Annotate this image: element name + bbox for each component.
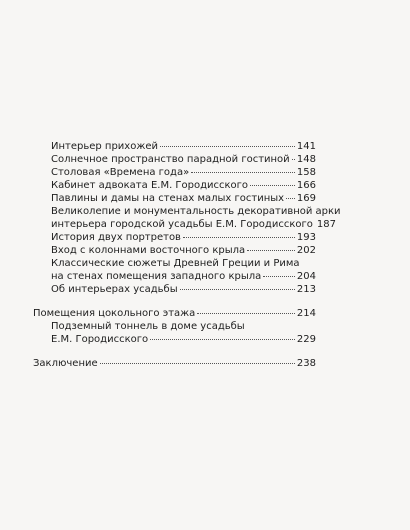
toc-entry-title-line1: Великолепие и монументальность декоративной арки — [51, 206, 341, 217]
toc-chapter-page: 214 — [296, 308, 316, 319]
toc-chapter-entry — [33, 307, 316, 320]
dot-leader — [160, 146, 295, 147]
toc-entry — [51, 153, 316, 166]
dot-leader — [247, 250, 295, 251]
toc-entry-title: История двух портретов — [51, 232, 181, 243]
toc-entry-page: 229 — [296, 334, 316, 345]
toc-entry-page: 148 — [296, 154, 316, 165]
dot-leader — [250, 185, 295, 186]
toc-chapter-page: 238 — [296, 358, 316, 369]
toc-entry-title-line1: Классические сюжеты Древней Греции и Рима — [51, 258, 300, 269]
toc-entry-title: Об интерьерах усадьбы — [51, 284, 178, 295]
toc-entry-title-line2: интерьера городской усадьбы Е.М. Городисского — [51, 219, 313, 230]
toc-entry-title: Солнечное пространство парадной гостиной — [51, 154, 290, 165]
toc-entry — [51, 231, 316, 244]
toc-entry — [51, 166, 316, 179]
toc-entry — [51, 179, 316, 192]
toc-entry-page: 202 — [296, 245, 316, 256]
toc-entry-title: Интерьер прихожей — [51, 141, 158, 152]
dot-leader — [183, 237, 295, 238]
toc-entry-page: 187 — [316, 219, 336, 230]
dot-leader — [100, 363, 295, 364]
toc-chapter-title: Заключение — [33, 358, 98, 369]
toc-entry-page: 141 — [296, 141, 316, 152]
toc-entry-page: 204 — [296, 271, 316, 282]
toc-entry-title-line2: Е.М. Городисского — [51, 334, 149, 345]
toc-entry — [51, 140, 316, 153]
toc-entry-page: 169 — [296, 193, 316, 204]
toc-entry — [51, 218, 336, 231]
toc-entry-title: Павлины и дамы на стенах малых гостиных — [51, 193, 285, 204]
toc-entry-title: Кабинет адвоката Е.М. Городисского — [51, 180, 249, 191]
toc-entry-title: Вход с колоннами восточного крыла — [51, 245, 246, 256]
dot-leader — [286, 198, 295, 199]
dot-leader — [180, 289, 295, 290]
dot-leader — [292, 159, 295, 160]
toc-entry — [51, 333, 316, 346]
toc-entry-page: 166 — [296, 180, 316, 191]
toc-entry-title-line1: Подземный тоннель в доме усадьбы — [51, 321, 245, 332]
toc-entry-title: Столовая «Времена года» — [51, 167, 190, 178]
dot-leader — [197, 313, 295, 314]
toc-entry — [51, 283, 316, 296]
toc-entry-page: 158 — [296, 167, 316, 178]
toc-chapter-title: Помещения цокольного этажа — [33, 308, 196, 319]
toc-entry — [51, 270, 316, 283]
toc-entry-page: 213 — [296, 284, 316, 295]
dot-leader — [263, 276, 295, 277]
dot-leader — [150, 339, 295, 340]
toc-entry — [51, 192, 316, 205]
dot-leader — [191, 172, 295, 173]
toc-entry — [51, 244, 316, 257]
toc-chapter-entry — [33, 357, 316, 370]
toc-entry-title-line2: на стенах помещения западного крыла — [51, 271, 262, 282]
toc-entry-page: 193 — [296, 232, 316, 243]
